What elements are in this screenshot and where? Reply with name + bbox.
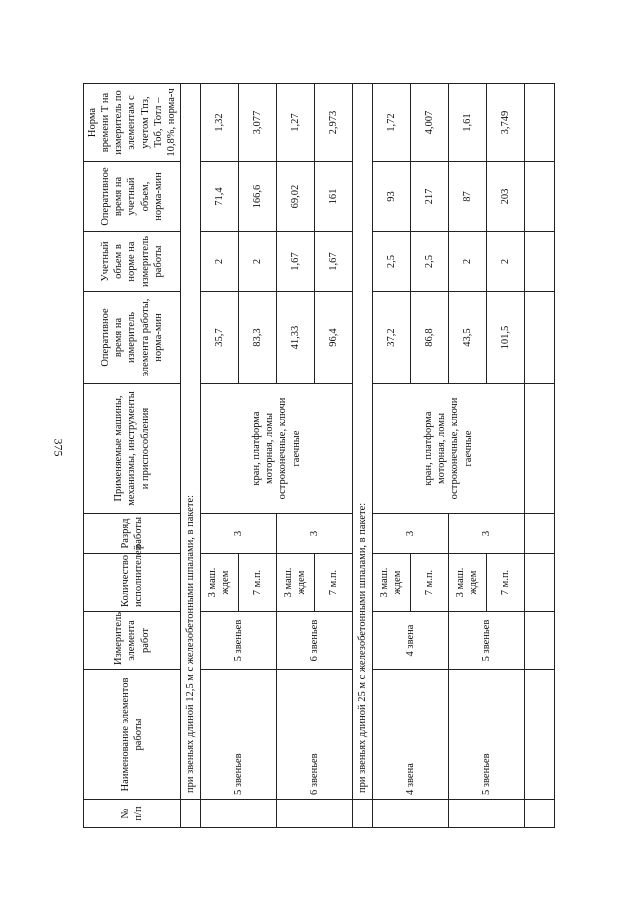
executors-cell: 3 маш. ждем <box>448 554 486 612</box>
section-num-cell <box>180 800 200 828</box>
element-name: 6 звеньев <box>276 670 352 800</box>
section-title-row <box>352 84 372 828</box>
page-number: 375 <box>51 438 66 457</box>
table-row <box>200 84 238 828</box>
norm-cell: 2,973 <box>314 84 352 162</box>
meter-cell: 5 звеньев <box>448 612 524 670</box>
section-title-row <box>180 84 200 828</box>
grade-cell: 3 <box>200 514 276 554</box>
op-time-cell: 101,5 <box>486 292 524 384</box>
grade-cell: 3 <box>276 514 352 554</box>
volume-cell: 2 <box>238 232 276 292</box>
op-time-cell: 96,4 <box>314 292 352 384</box>
machines-cell: кран, платформа моторная, ломы остроконечные, ключи гаечные <box>200 384 352 514</box>
norms-table-sheet <box>83 83 555 827</box>
norm-cell: 1,27 <box>276 84 314 162</box>
op-time-cell: 86,8 <box>410 292 448 384</box>
volume-cell: 2,5 <box>372 232 410 292</box>
executors-cell: 3 маш. ждем <box>276 554 314 612</box>
executors-cell: 7 м.п. <box>238 554 276 612</box>
header-grade: Разряд работы <box>84 514 181 554</box>
header-num: № п/п <box>84 800 181 828</box>
op-volume-cell: 87 <box>448 162 486 232</box>
element-name: 5 звеньев <box>200 670 276 800</box>
header-row <box>84 84 181 828</box>
header-name: Наименование элементов работы <box>84 670 181 800</box>
volume-cell: 2 <box>448 232 486 292</box>
op-volume-cell: 217 <box>410 162 448 232</box>
op-volume-cell: 69,02 <box>276 162 314 232</box>
op-volume-cell: 166,6 <box>238 162 276 232</box>
element-name: 4 звена <box>372 670 448 800</box>
executors-cell: 7 м.п. <box>486 554 524 612</box>
header-meter: Измеритель элемента работ <box>84 612 181 670</box>
volume-cell: 1,67 <box>314 232 352 292</box>
grade-cell: 3 <box>372 514 448 554</box>
executors-cell: 7 м.п. <box>410 554 448 612</box>
volume-cell: 1,67 <box>276 232 314 292</box>
norm-cell: 3,749 <box>486 84 524 162</box>
op-volume-cell: 71,4 <box>200 162 238 232</box>
op-time-cell: 43,5 <box>448 292 486 384</box>
norm-cell: 1,72 <box>372 84 410 162</box>
meter-cell: 4 звена <box>372 612 448 670</box>
op-time-cell: 83,3 <box>238 292 276 384</box>
op-time-cell: 37,2 <box>372 292 410 384</box>
norm-cell: 1,32 <box>200 84 238 162</box>
header-machines: Применяемые машины, механизмы, инструменты и приспособления <box>84 384 181 514</box>
executors-cell: 7 м.п. <box>314 554 352 612</box>
volume-cell: 2 <box>486 232 524 292</box>
volume-cell: 2 <box>200 232 238 292</box>
norms-table <box>83 83 555 828</box>
op-volume-cell: 93 <box>372 162 410 232</box>
header-op-volume: Оперативное время на учетный объем, норма-мин <box>84 162 181 232</box>
section-num-cell <box>352 800 372 828</box>
element-name: 5 звеньев <box>448 670 524 800</box>
table-row <box>372 84 410 828</box>
op-time-cell: 35,7 <box>200 292 238 384</box>
header-executors: Количество исполнителей <box>84 554 181 612</box>
executors-cell: 3 маш. ждем <box>372 554 410 612</box>
section-title: при звеньях длиной 25 м с железобетонными шпалами, в пакете: <box>352 84 372 800</box>
grade-cell: 3 <box>448 514 524 554</box>
op-volume-cell: 203 <box>486 162 524 232</box>
norm-cell: 1,61 <box>448 84 486 162</box>
section-title: при звеньях длиной 12,5 м с железобетонными шпалами, в пакете: <box>180 84 200 800</box>
blank-row <box>524 84 554 828</box>
meter-cell: 5 звеньев <box>200 612 276 670</box>
header-op-time: Оперативное время на измеритель элемента работы, норма-мин <box>84 292 181 384</box>
volume-cell: 2,5 <box>410 232 448 292</box>
executors-cell: 3 маш. ждем <box>200 554 238 612</box>
header-volume: Учетный объем в норме на измеритель работы <box>84 232 181 292</box>
op-volume-cell: 161 <box>314 162 352 232</box>
op-time-cell: 41,33 <box>276 292 314 384</box>
norm-cell: 3,077 <box>238 84 276 162</box>
meter-cell: 6 звеньев <box>276 612 352 670</box>
norm-cell: 4,007 <box>410 84 448 162</box>
machines-cell: кран, платформа моторная, ломы остроконечные, ключи гаечные <box>372 384 524 514</box>
header-norm: Норма времени Т на измеритель по элементам с учетом Тпз, Тоб, Тотл – 10,8%, норма-ч <box>84 84 181 162</box>
